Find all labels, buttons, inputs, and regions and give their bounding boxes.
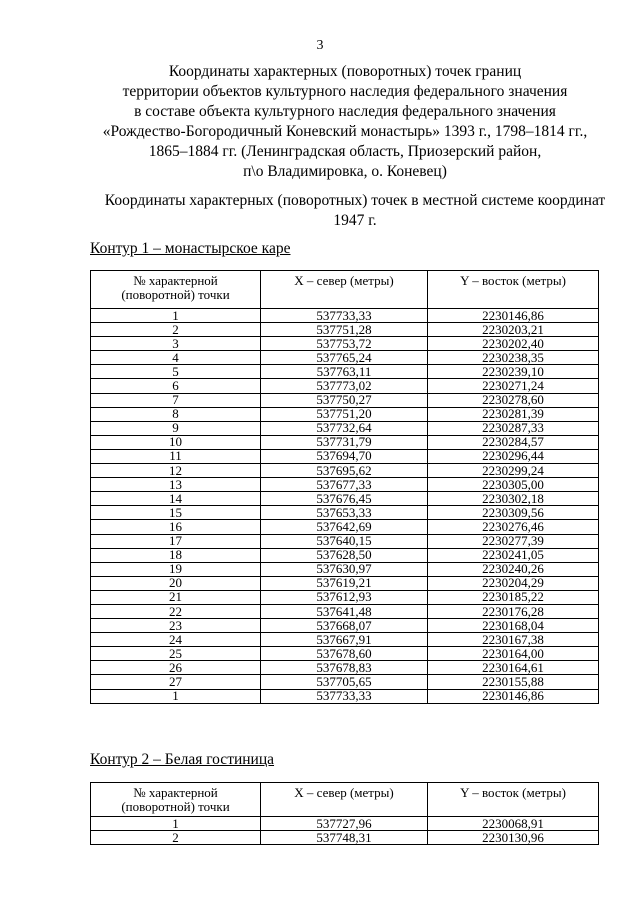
subtitle-line: Координаты характерных (поворотных) точек в местной системе координат (104, 192, 606, 209)
x-coordinate-cell: 537765,24 (261, 351, 428, 365)
x-coordinate-cell: 537763,11 (261, 365, 428, 379)
y-east-header: Y – восток (метры) (428, 783, 599, 817)
point-number-cell: 1 (91, 689, 261, 703)
x-coordinate-cell: 537612,93 (261, 590, 428, 604)
title-line: п\о Владимировка, о. Коневец) (243, 163, 447, 180)
contour-1-heading: Контур 1 – монастырское каре (90, 240, 291, 257)
point-number-cell: 10 (91, 435, 261, 449)
x-coordinate-cell: 537705,65 (261, 675, 428, 689)
table-header-row (91, 783, 599, 817)
y-coordinate-cell: 2230309,56 (428, 506, 599, 520)
x-coordinate-cell: 537695,62 (261, 464, 428, 478)
x-coordinate-cell: 537640,15 (261, 534, 428, 548)
y-coordinate-cell: 2230284,57 (428, 435, 599, 449)
point-number-cell: 9 (91, 421, 261, 435)
x-north-header: X – север (метры) (261, 271, 428, 309)
x-coordinate-cell: 537676,45 (261, 492, 428, 506)
y-coordinate-cell: 2230068,91 (428, 817, 599, 831)
subtitle-line: 1947 г. (333, 212, 377, 229)
point-number-cell: 2 (91, 831, 261, 845)
y-coordinate-cell: 2230302,18 (428, 492, 599, 506)
table-row (91, 506, 599, 520)
y-east-header: Y – восток (метры) (428, 271, 599, 309)
x-coordinate-cell: 537727,96 (261, 817, 428, 831)
point-number-cell: 20 (91, 576, 261, 590)
point-number-cell: 25 (91, 647, 261, 661)
y-coordinate-cell: 2230204,29 (428, 576, 599, 590)
table-row (91, 661, 599, 675)
point-number-cell: 17 (91, 534, 261, 548)
x-coordinate-cell: 537642,69 (261, 520, 428, 534)
table-header-row (91, 271, 599, 309)
point-number-cell: 3 (91, 337, 261, 351)
x-coordinate-cell: 537733,33 (261, 689, 428, 703)
y-coordinate-cell: 2230185,22 (428, 590, 599, 604)
y-coordinate-cell: 2230287,33 (428, 421, 599, 435)
x-coordinate-cell: 537668,07 (261, 619, 428, 633)
x-coordinate-cell: 537619,21 (261, 576, 428, 590)
point-number-cell: 15 (91, 506, 261, 520)
y-coordinate-cell: 2230271,24 (428, 379, 599, 393)
x-coordinate-cell: 537628,50 (261, 548, 428, 562)
table-row (91, 520, 599, 534)
point-number-cell: 21 (91, 590, 261, 604)
point-number-cell: 23 (91, 619, 261, 633)
table-row (91, 337, 599, 351)
contour-2-table (90, 782, 599, 845)
y-coordinate-cell: 2230305,00 (428, 478, 599, 492)
table-row (91, 421, 599, 435)
table-row (91, 689, 599, 703)
y-coordinate-cell: 2230202,40 (428, 337, 599, 351)
y-coordinate-cell: 2230238,35 (428, 351, 599, 365)
table-row (91, 435, 599, 449)
y-coordinate-cell: 2230130,96 (428, 831, 599, 845)
table-row (91, 576, 599, 590)
y-coordinate-cell: 2230276,46 (428, 520, 599, 534)
x-coordinate-cell: 537753,72 (261, 337, 428, 351)
title-line: в составе объекта культурного наследия федерального значения (134, 103, 556, 120)
coordinate-system-subtitle (95, 191, 615, 231)
contour-1-table (90, 270, 599, 704)
table-row (91, 548, 599, 562)
point-number-header: № характерной (поворотной) точки (91, 271, 261, 309)
x-north-header: X – север (метры) (261, 783, 428, 817)
title-line: «Рождество-Богородичный Коневский монастырь» 1393 г., 1798–1814 гг., (102, 123, 588, 140)
y-coordinate-cell: 2230167,38 (428, 633, 599, 647)
x-coordinate-cell: 537748,31 (261, 831, 428, 845)
y-coordinate-cell: 2230278,60 (428, 393, 599, 407)
table-row (91, 407, 599, 421)
y-coordinate-cell: 2230164,00 (428, 647, 599, 661)
page-number: 3 (316, 38, 324, 53)
y-coordinate-cell: 2230241,05 (428, 548, 599, 562)
point-number-cell: 6 (91, 379, 261, 393)
table-row (91, 478, 599, 492)
point-number-cell: 18 (91, 548, 261, 562)
table-row (91, 393, 599, 407)
point-number-cell: 13 (91, 478, 261, 492)
table-row (91, 492, 599, 506)
x-coordinate-cell: 537678,83 (261, 661, 428, 675)
table-row (91, 379, 599, 393)
title-line: 1865–1884 гг. (Ленинградская область, Приозерский район, (148, 143, 542, 160)
point-number-cell: 8 (91, 407, 261, 421)
x-coordinate-cell: 537751,20 (261, 407, 428, 421)
x-coordinate-cell: 537678,60 (261, 647, 428, 661)
point-number-cell: 16 (91, 520, 261, 534)
table-row (91, 633, 599, 647)
y-coordinate-cell: 2230164,61 (428, 661, 599, 675)
x-coordinate-cell: 537733,33 (261, 309, 428, 323)
x-coordinate-cell: 537751,28 (261, 323, 428, 337)
point-number-cell: 1 (91, 309, 261, 323)
table-row (91, 675, 599, 689)
table-row (91, 831, 599, 845)
point-number-header: № характерной (поворотной) точки (91, 783, 261, 817)
table-row (91, 534, 599, 548)
y-coordinate-cell: 2230155,88 (428, 675, 599, 689)
table-row (91, 323, 599, 337)
x-coordinate-cell: 537667,91 (261, 633, 428, 647)
point-number-cell: 19 (91, 562, 261, 576)
point-number-cell: 12 (91, 464, 261, 478)
y-coordinate-cell: 2230146,86 (428, 689, 599, 703)
table-row (91, 309, 599, 323)
y-coordinate-cell: 2230299,24 (428, 464, 599, 478)
table-row (91, 365, 599, 379)
x-coordinate-cell: 537750,27 (261, 393, 428, 407)
table-row (91, 604, 599, 618)
y-coordinate-cell: 2230168,04 (428, 619, 599, 633)
table-row (91, 351, 599, 365)
table-row (91, 817, 599, 831)
table-row (91, 464, 599, 478)
y-coordinate-cell: 2230240,26 (428, 562, 599, 576)
y-coordinate-cell: 2230203,21 (428, 323, 599, 337)
x-coordinate-cell: 537732,64 (261, 421, 428, 435)
x-coordinate-cell: 537773,02 (261, 379, 428, 393)
contour-2-heading: Контур 2 – Белая гостиница (90, 751, 275, 768)
title-line: Координаты характерных (поворотных) точек границ (168, 63, 522, 80)
y-coordinate-cell: 2230281,39 (428, 407, 599, 421)
point-number-cell: 24 (91, 633, 261, 647)
point-number-cell: 22 (91, 604, 261, 618)
x-coordinate-cell: 537694,70 (261, 449, 428, 463)
y-coordinate-cell: 2230146,86 (428, 309, 599, 323)
y-coordinate-cell: 2230296,44 (428, 449, 599, 463)
x-coordinate-cell: 537731,79 (261, 435, 428, 449)
point-number-cell: 11 (91, 449, 261, 463)
x-coordinate-cell: 537641,48 (261, 604, 428, 618)
point-number-cell: 7 (91, 393, 261, 407)
table-row (91, 590, 599, 604)
table-row (91, 647, 599, 661)
point-number-cell: 26 (91, 661, 261, 675)
point-number-cell: 4 (91, 351, 261, 365)
y-coordinate-cell: 2230239,10 (428, 365, 599, 379)
table-row (91, 449, 599, 463)
y-coordinate-cell: 2230277,39 (428, 534, 599, 548)
table-row (91, 619, 599, 633)
point-number-cell: 27 (91, 675, 261, 689)
x-coordinate-cell: 537677,33 (261, 478, 428, 492)
document-title (60, 62, 630, 182)
x-coordinate-cell: 537653,33 (261, 506, 428, 520)
table-row (91, 562, 599, 576)
point-number-cell: 1 (91, 817, 261, 831)
point-number-cell: 2 (91, 323, 261, 337)
point-number-cell: 5 (91, 365, 261, 379)
x-coordinate-cell: 537630,97 (261, 562, 428, 576)
y-coordinate-cell: 2230176,28 (428, 604, 599, 618)
point-number-cell: 14 (91, 492, 261, 506)
title-line: территории объектов культурного наследия федерального значения (122, 83, 568, 100)
